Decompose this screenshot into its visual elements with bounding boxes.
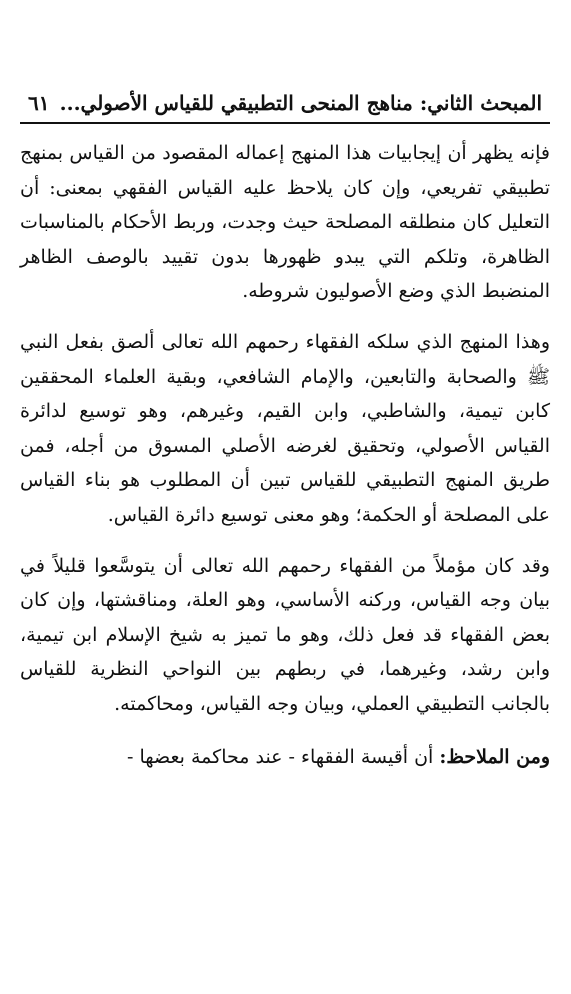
page-number: ٦١ — [28, 91, 50, 115]
final-line-rest: أن أقيسة الفقهاء - عند محاكمة بعضها - — [127, 745, 440, 768]
paragraph-1: فإنه يظهر أن إيجابيات هذا المنهج إعماله المقصود من القياس بمنهج تطبيقي تفريعي، وإن كان يلاحظ عليه القياس الفقهي بمعنى: أن التعليل كان منطلقه المصلحة حيث وجدت، وربط الأحكام بالمناسبات الظاهرة، وتلكم التي يبدو ظهورها بدون تقييد بالوصف الظاهر المنضبط الذي وضع الأصوليون شروطه. — [20, 142, 550, 303]
final-line — [20, 740, 550, 774]
paragraph-3: وقد كان مؤملاً من الفقهاء رحمهم الله تعالى أن يتوسَّعوا قليلاً في بيان وجه القياس، وركنه الأساسي، وهو العلة، ومناقشتها، وإن كان بعض الفقهاء قد فعل ذلك، وهو ما تميز به شيخ الإسلام ابن تيمية، وابن رشد، وغيرهما، في ربطهم بين النواحي النظرية للقياس بالجانب التطبيقي العملي، وبيان وجه القياس، ومحاكمته. — [20, 554, 550, 715]
book-page — [20, 88, 550, 793]
paragraph-2: وهذا المنهج الذي سلكه الفقهاء رحمهم الله تعالى ألصق بفعل النبي ﷺ والصحابة والتابعين، والإمام الشافعي، وبقية العلماء المحققين كابن تيمية، والشاطبي، وابن القيم، وغيرهم، وهو توسيع لدائرة القياس الأصولي، وتحقيق لغرضه الأصلي المسوق من أجله، فمن طريق المنهج التطبيقي للقياس تبين أن المطلوب هو بناء القياس على المصلحة أو الحكمة؛ وهو معنى توسيع دائرة القياس. — [20, 330, 550, 526]
page-header — [20, 88, 550, 120]
paragraph-gap — [20, 533, 550, 549]
header-rule — [20, 122, 550, 124]
paragraph-gap — [20, 309, 550, 325]
header-title: المبحث الثاني: مناهج المنحى التطبيقي للقياس الأصولي... — [59, 91, 542, 115]
final-line-bold: ومن الملاحظ: — [439, 745, 550, 768]
